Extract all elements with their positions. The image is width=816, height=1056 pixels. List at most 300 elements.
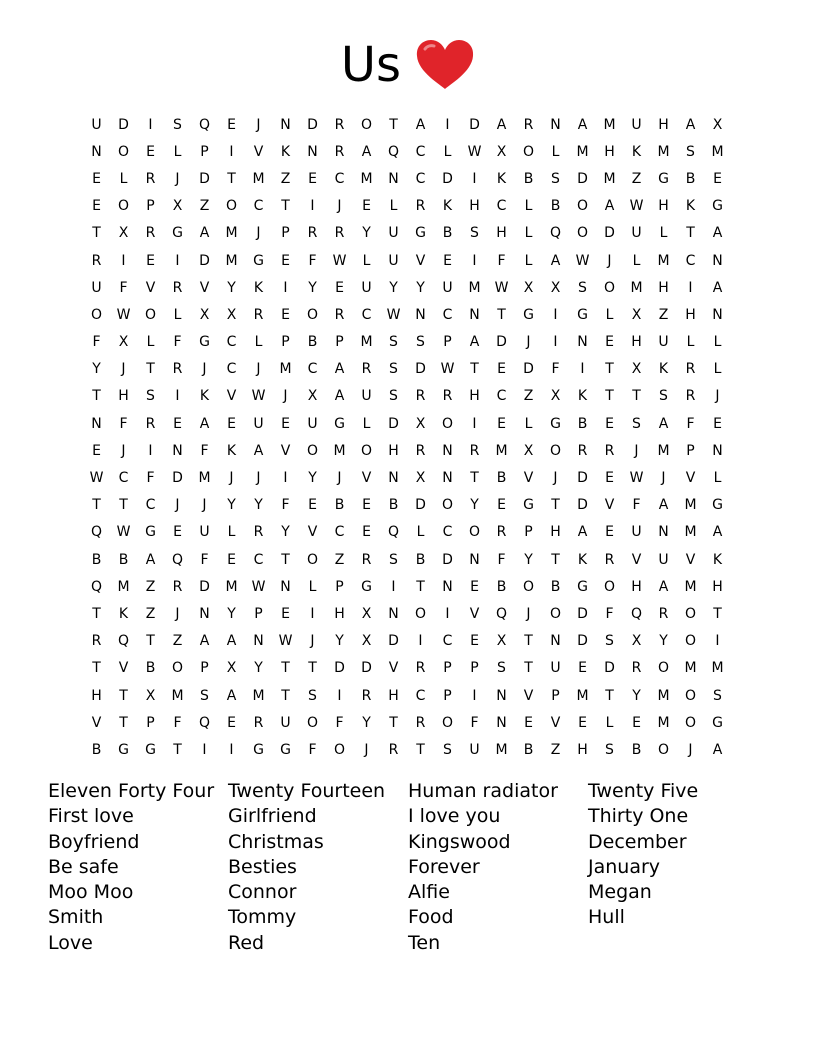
grid-letter: M xyxy=(684,660,697,677)
grid-letter: X xyxy=(307,388,318,405)
grid-letter: R xyxy=(334,225,345,242)
grid-letter: V xyxy=(604,497,615,514)
grid-letter: R xyxy=(172,279,183,296)
grid-row xyxy=(83,111,731,138)
grid-letter: S xyxy=(173,116,182,133)
grid-letter: C xyxy=(415,143,426,160)
grid-letter: T xyxy=(551,497,560,514)
grid-letter: E xyxy=(92,442,101,459)
grid-letter: J xyxy=(202,361,207,378)
grid-letter: S xyxy=(389,551,398,568)
grid-letter: O xyxy=(684,605,697,622)
grid-letter: E xyxy=(497,497,506,514)
grid-letter: N xyxy=(91,415,102,432)
grid-letter: D xyxy=(496,334,507,351)
grid-letter: X xyxy=(118,225,129,242)
grid-letter: Q xyxy=(387,524,400,541)
grid-row xyxy=(83,356,731,383)
grid-letter: F xyxy=(281,497,290,514)
grid-letter: J xyxy=(688,741,693,758)
grid-letter: Y xyxy=(227,605,236,622)
grid-letter: E xyxy=(578,660,587,677)
grid-letter: G xyxy=(361,578,372,595)
grid-letter: W xyxy=(467,143,482,160)
grid-letter: C xyxy=(496,198,507,215)
grid-letter: C xyxy=(442,633,453,650)
grid-letter: G xyxy=(145,741,156,758)
grid-letter: E xyxy=(92,198,101,215)
grid-letter: R xyxy=(631,660,642,677)
grid-letter: I xyxy=(283,470,288,487)
grid-letter: G xyxy=(118,741,129,758)
grid-letter: E xyxy=(173,524,182,541)
grid-letter: S xyxy=(686,143,695,160)
grid-letter: Y xyxy=(227,497,236,514)
grid-letter: Y xyxy=(308,470,317,487)
grid-letter: W xyxy=(251,578,266,595)
grid-letter: F xyxy=(335,714,344,731)
grid-letter: G xyxy=(334,415,345,432)
grid-letter: I xyxy=(337,687,342,704)
grid-letter: W xyxy=(629,198,644,215)
grid-letter: A xyxy=(550,252,561,269)
grid-letter: O xyxy=(576,225,589,242)
grid-row xyxy=(83,165,731,192)
grid-letter: Y xyxy=(335,633,344,650)
grid-letter: V xyxy=(199,279,210,296)
grid-letter: D xyxy=(442,170,453,187)
grid-letter: J xyxy=(229,470,234,487)
grid-letter: K xyxy=(226,442,237,459)
grid-letter: R xyxy=(172,578,183,595)
grid-letter: P xyxy=(470,660,479,677)
grid-letter: K xyxy=(199,388,210,405)
grid-letter: D xyxy=(388,633,399,650)
grid-letter: Q xyxy=(90,578,103,595)
grid-letter: S xyxy=(659,388,668,405)
grid-letter: I xyxy=(310,198,315,215)
grid-letter: M xyxy=(630,279,643,296)
grid-letter: R xyxy=(658,605,669,622)
grid-letter: M xyxy=(657,687,670,704)
grid-letter: S xyxy=(389,334,398,351)
grid-letter: N xyxy=(388,470,399,487)
grid-letter: M xyxy=(171,687,184,704)
grid-letter: U xyxy=(361,279,372,296)
grid-letter: X xyxy=(496,633,507,650)
grid-letter: R xyxy=(523,116,534,133)
grid-letter: N xyxy=(469,551,480,568)
grid-letter: J xyxy=(202,497,207,514)
grid-letter: R xyxy=(253,714,264,731)
grid-letter: H xyxy=(658,198,669,215)
grid-row xyxy=(83,492,731,519)
grid-letter: L xyxy=(146,334,155,351)
grid-letter: Z xyxy=(145,605,156,622)
word-item: Megan xyxy=(588,881,652,904)
grid-letter: A xyxy=(712,225,723,242)
grid-letter: X xyxy=(631,361,642,378)
grid-letter: T xyxy=(416,578,425,595)
grid-letter: F xyxy=(497,551,506,568)
grid-letter: W xyxy=(116,306,131,323)
grid-letter: X xyxy=(523,442,534,459)
grid-letter: E xyxy=(443,252,452,269)
grid-letter: H xyxy=(685,306,696,323)
grid-letter: N xyxy=(388,605,399,622)
grid-letter: L xyxy=(686,334,695,351)
grid-letter: B xyxy=(145,660,156,677)
grid-letter: R xyxy=(415,388,426,405)
grid-letter: L xyxy=(173,143,182,160)
grid-letter: Z xyxy=(145,578,156,595)
grid-letter: V xyxy=(685,470,696,487)
word-item: Smith xyxy=(48,906,104,929)
grid-letter: T xyxy=(524,633,533,650)
grid-letter: R xyxy=(388,741,399,758)
grid-letter: R xyxy=(604,442,615,459)
grid-letter: M xyxy=(198,470,211,487)
grid-letter: O xyxy=(306,306,319,323)
grid-letter: D xyxy=(604,660,615,677)
grid-letter: B xyxy=(415,551,426,568)
grid-letter: U xyxy=(307,415,318,432)
grid-letter: K xyxy=(631,143,642,160)
grid-letter: G xyxy=(172,225,183,242)
word-item: Christmas xyxy=(228,830,324,853)
grid-letter: B xyxy=(91,551,102,568)
grid-letter: W xyxy=(575,252,590,269)
word-item: Hull xyxy=(588,906,625,929)
word-item: Be safe xyxy=(48,855,119,878)
grid-letter: M xyxy=(711,660,724,677)
grid-letter: W xyxy=(89,470,104,487)
grid-letter: G xyxy=(658,170,669,187)
grid-letter: M xyxy=(360,334,373,351)
grid-letter: R xyxy=(496,524,507,541)
grid-row xyxy=(83,138,731,165)
grid-letter: X xyxy=(631,633,642,650)
grid-letter: C xyxy=(496,388,507,405)
grid-letter: J xyxy=(715,388,720,405)
grid-letter: A xyxy=(226,633,237,650)
grid-letter: N xyxy=(496,687,507,704)
word-item: Ten xyxy=(408,931,441,954)
grid-letter: N xyxy=(550,116,561,133)
grid-letter: Y xyxy=(281,524,290,541)
grid-letter: E xyxy=(470,633,479,650)
grid-letter: S xyxy=(497,660,506,677)
grid-letter: N xyxy=(577,334,588,351)
grid-letter: T xyxy=(119,497,128,514)
grid-letter: R xyxy=(145,225,156,242)
grid-letter: V xyxy=(253,143,264,160)
grid-letter: U xyxy=(550,660,561,677)
grid-letter: V xyxy=(388,660,399,677)
grid-letter: R xyxy=(307,225,318,242)
grid-letter: R xyxy=(145,415,156,432)
word-search-grid xyxy=(83,111,731,764)
grid-letter: G xyxy=(523,497,534,514)
grid-letter: O xyxy=(306,714,319,731)
grid-row xyxy=(83,301,731,328)
grid-letter: V xyxy=(307,524,318,541)
grid-letter: U xyxy=(658,334,669,351)
title-text: Us xyxy=(340,37,402,93)
grid-letter: S xyxy=(443,741,452,758)
grid-letter: I xyxy=(202,741,207,758)
grid-letter: G xyxy=(712,497,723,514)
grid-letter: O xyxy=(522,578,535,595)
grid-letter: R xyxy=(91,633,102,650)
grid-letter: M xyxy=(576,143,589,160)
grid-letter: T xyxy=(146,361,155,378)
grid-row xyxy=(83,383,731,410)
grid-letter: B xyxy=(496,470,507,487)
grid-letter: A xyxy=(658,497,669,514)
grid-letter: U xyxy=(469,741,480,758)
grid-letter: R xyxy=(415,714,426,731)
grid-letter: N xyxy=(712,306,723,323)
grid-letter: N xyxy=(442,578,453,595)
grid-letter: G xyxy=(712,198,723,215)
grid-letter: X xyxy=(712,116,723,133)
grid-letter: X xyxy=(361,605,372,622)
grid-letter: H xyxy=(496,225,507,242)
grid-letter: G xyxy=(253,252,264,269)
grid-letter: N xyxy=(172,442,183,459)
grid-letter: T xyxy=(470,470,479,487)
grid-letter: Y xyxy=(659,633,668,650)
grid-letter: M xyxy=(603,170,616,187)
grid-letter: T xyxy=(92,225,101,242)
word-column xyxy=(408,779,588,956)
grid-letter: C xyxy=(253,551,264,568)
grid-letter: C xyxy=(118,470,129,487)
grid-letter: E xyxy=(497,415,506,432)
grid-letter: D xyxy=(469,116,480,133)
grid-letter: O xyxy=(684,714,697,731)
grid-letter: O xyxy=(603,279,616,296)
grid-letter: L xyxy=(389,198,398,215)
grid-letter: U xyxy=(631,116,642,133)
grid-letter: I xyxy=(445,116,450,133)
word-item: Love xyxy=(48,931,93,954)
grid-letter: L xyxy=(443,143,452,160)
grid-letter: K xyxy=(577,388,588,405)
grid-letter: T xyxy=(713,605,722,622)
grid-letter: P xyxy=(335,334,344,351)
grid-letter: O xyxy=(441,714,454,731)
grid-letter: E xyxy=(605,524,614,541)
grid-letter: C xyxy=(685,252,696,269)
grid-letter: S xyxy=(551,170,560,187)
word-item: December xyxy=(588,830,687,853)
grid-letter: H xyxy=(658,279,669,296)
grid-letter: L xyxy=(308,578,317,595)
grid-letter: V xyxy=(469,605,480,622)
grid-letter: D xyxy=(388,415,399,432)
grid-letter: G xyxy=(415,225,426,242)
grid-letter: S xyxy=(470,225,479,242)
grid-letter: X xyxy=(496,143,507,160)
grid-letter: D xyxy=(415,497,426,514)
grid-letter: F xyxy=(119,415,128,432)
word-item: Connor xyxy=(228,881,297,904)
grid-letter: I xyxy=(229,741,234,758)
grid-letter: R xyxy=(415,442,426,459)
grid-letter: T xyxy=(308,660,317,677)
grid-letter: M xyxy=(252,170,265,187)
grid-letter: U xyxy=(631,524,642,541)
grid-letter: A xyxy=(658,578,669,595)
grid-letter: I xyxy=(472,687,477,704)
grid-letter: R xyxy=(442,388,453,405)
grid-letter: T xyxy=(551,551,560,568)
grid-letter: R xyxy=(91,252,102,269)
grid-letter: M xyxy=(657,143,670,160)
grid-row xyxy=(83,193,731,220)
grid-letter: A xyxy=(415,116,426,133)
word-item: Forever xyxy=(408,855,480,878)
word-item: Eleven Forty Four xyxy=(48,780,215,802)
grid-letter: Z xyxy=(172,633,183,650)
grid-letter: J xyxy=(121,442,126,459)
grid-letter: J xyxy=(256,116,261,133)
grid-letter: C xyxy=(415,170,426,187)
grid-letter: W xyxy=(116,524,131,541)
grid-letter: K xyxy=(712,551,723,568)
grid-letter: T xyxy=(605,687,614,704)
grid-letter: L xyxy=(362,415,371,432)
word-item: Red xyxy=(228,931,265,954)
grid-letter: N xyxy=(91,143,102,160)
grid-letter: C xyxy=(253,198,264,215)
grid-letter: M xyxy=(117,578,130,595)
grid-letter: D xyxy=(577,170,588,187)
grid-letter: E xyxy=(281,252,290,269)
grid-letter: I xyxy=(445,605,450,622)
grid-letter: G xyxy=(145,524,156,541)
grid-letter: C xyxy=(334,524,345,541)
grid-letter: O xyxy=(306,551,319,568)
grid-letter: Z xyxy=(523,388,534,405)
grid-letter: T xyxy=(605,388,614,405)
grid-letter: L xyxy=(713,361,722,378)
grid-letter: Q xyxy=(387,143,400,160)
grid-letter: A xyxy=(226,687,237,704)
grid-letter: E xyxy=(632,714,641,731)
grid-letter: R xyxy=(145,170,156,187)
grid-letter: L xyxy=(362,252,371,269)
grid-letter: K xyxy=(577,551,588,568)
grid-letter: V xyxy=(361,470,372,487)
grid-letter: C xyxy=(442,524,453,541)
grid-letter: S xyxy=(632,415,641,432)
grid-letter: H xyxy=(658,116,669,133)
grid-letter: A xyxy=(604,198,615,215)
grid-letter: J xyxy=(256,361,261,378)
grid-letter: E xyxy=(146,143,155,160)
word-item: Twenty Five xyxy=(588,780,699,802)
grid-letter: R xyxy=(685,388,696,405)
grid-letter: X xyxy=(550,388,561,405)
grid-letter: J xyxy=(553,470,558,487)
grid-letter: M xyxy=(603,116,616,133)
grid-letter: O xyxy=(360,442,373,459)
grid-letter: Y xyxy=(524,551,533,568)
grid-letter: D xyxy=(199,252,210,269)
grid-letter: G xyxy=(199,334,210,351)
grid-letter: P xyxy=(200,660,209,677)
grid-letter: E xyxy=(497,361,506,378)
grid-letter: J xyxy=(283,388,288,405)
grid-letter: Y xyxy=(632,687,641,704)
grid-letter: U xyxy=(361,388,372,405)
grid-letter: U xyxy=(631,225,642,242)
grid-letter: O xyxy=(441,497,454,514)
grid-row xyxy=(83,437,731,464)
grid-letter: F xyxy=(173,714,182,731)
grid-letter: A xyxy=(712,279,723,296)
grid-letter: O xyxy=(468,524,481,541)
grid-letter: P xyxy=(551,687,560,704)
grid-letter: H xyxy=(118,388,129,405)
grid-letter: N xyxy=(712,442,723,459)
grid-letter: F xyxy=(686,415,695,432)
grid-letter: M xyxy=(684,524,697,541)
grid-letter: O xyxy=(549,442,562,459)
grid-letter: V xyxy=(523,470,534,487)
grid-letter: K xyxy=(118,605,129,622)
grid-letter: A xyxy=(469,334,480,351)
grid-letter: M xyxy=(711,143,724,160)
grid-letter: S xyxy=(389,361,398,378)
grid-letter: R xyxy=(253,306,264,323)
grid-letter: F xyxy=(632,497,641,514)
grid-letter: Z xyxy=(199,198,210,215)
grid-letter: X xyxy=(118,334,129,351)
grid-letter: W xyxy=(494,279,509,296)
grid-letter: V xyxy=(685,551,696,568)
grid-letter: B xyxy=(631,741,642,758)
grid-letter: U xyxy=(388,225,399,242)
word-item: January xyxy=(588,855,661,878)
grid-letter: O xyxy=(171,660,184,677)
grid-letter: U xyxy=(91,116,102,133)
grid-letter: E xyxy=(173,415,182,432)
grid-letter: V xyxy=(226,388,237,405)
grid-letter: N xyxy=(415,306,426,323)
grid-letter: E xyxy=(146,252,155,269)
grid-letter: C xyxy=(361,306,372,323)
grid-letter: M xyxy=(495,741,508,758)
grid-letter: P xyxy=(443,660,452,677)
grid-letter: Z xyxy=(334,551,345,568)
grid-letter: F xyxy=(497,252,506,269)
grid-letter: M xyxy=(225,578,238,595)
grid-row xyxy=(83,736,731,763)
grid-letter: T xyxy=(173,741,182,758)
grid-letter: I xyxy=(148,116,153,133)
grid-letter: A xyxy=(145,551,156,568)
grid-letter: K xyxy=(280,143,291,160)
grid-letter: X xyxy=(226,660,237,677)
grid-letter: C xyxy=(307,361,318,378)
grid-letter: S xyxy=(605,633,614,650)
grid-letter: J xyxy=(526,334,531,351)
grid-letter: Z xyxy=(280,170,291,187)
